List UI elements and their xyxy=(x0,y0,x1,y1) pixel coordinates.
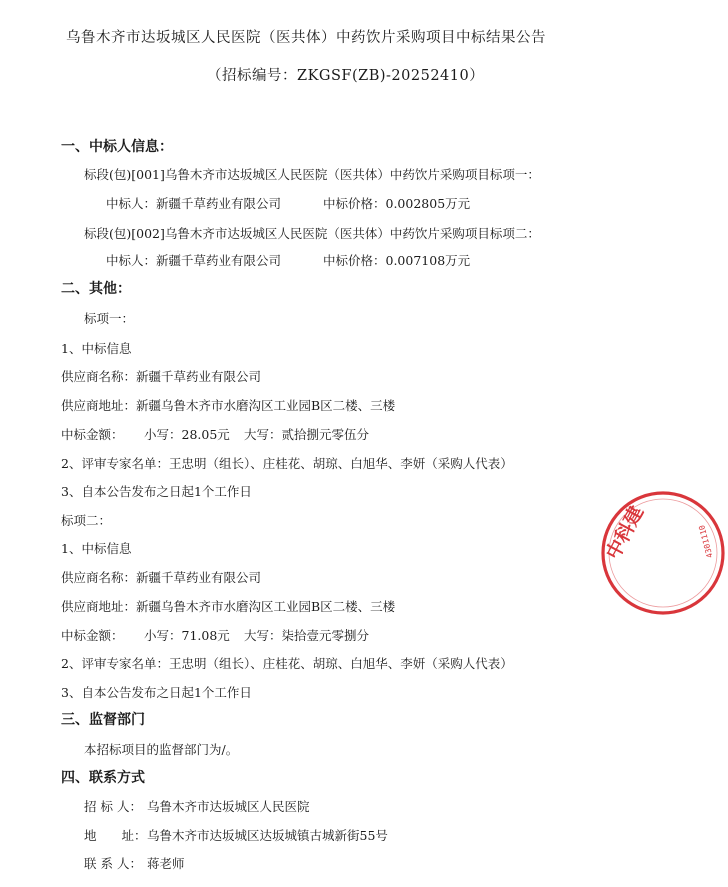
section-4-heading: 四、联系方式 xyxy=(61,770,145,786)
item-1-amount-big: 大写：贰拾捌元零伍分 xyxy=(244,427,370,442)
company-seal xyxy=(598,488,728,618)
item-1-amount-small: 小写：28.05元 xyxy=(144,427,230,442)
tenderer-label: 招 标 人： xyxy=(84,799,142,814)
section-3-heading: 三、监督部门 xyxy=(61,712,145,728)
lot-1-title: 标段(包)[001]乌鲁木齐市达坂城区人民医院（医共体）中药饮片采购项目标项一： xyxy=(84,167,540,182)
contact-label: 联 系 人： xyxy=(84,856,142,871)
item-2-experts: 2、评审专家名单：王忠明（组长）、庄桂花、胡琼、白旭华、李妍（采购人代表） xyxy=(61,656,513,671)
item-1-period: 3、自本公告发布之日起1个工作日 xyxy=(61,484,252,499)
seal-text: 中科建 xyxy=(601,502,649,564)
item-1-amount-label: 中标金额： xyxy=(61,427,124,442)
item-2-label: 标项二： xyxy=(61,513,112,528)
tenderer-value: 乌鲁木齐市达坂城区人民医院 xyxy=(147,799,310,814)
item-2-amount-big: 大写：柒拾壹元零捌分 xyxy=(244,628,370,643)
item-2-amount-small: 小写：71.08元 xyxy=(144,628,230,643)
item-2-period: 3、自本公告发布之日起1个工作日 xyxy=(61,685,252,700)
lot-2-price: 中标价格：0.007108万元 xyxy=(323,253,471,268)
section-2-heading: 二、其他： xyxy=(61,281,131,297)
item-2-amount-label: 中标金额： xyxy=(61,628,124,643)
item-1-info: 1、中标信息 xyxy=(61,341,132,356)
tender-number: （招标编号：ZKGSF(ZB)-20252410） xyxy=(207,68,485,84)
supervision-text: 本招标项目的监督部门为/。 xyxy=(84,742,239,757)
lot-2-title: 标段(包)[002]乌鲁木齐市达坂城区人民医院（医共体）中药饮片采购项目标项二： xyxy=(84,226,540,241)
item-1-address: 供应商地址：新疆乌鲁木齐市水磨沟区工业园B区二楼、三楼 xyxy=(61,398,396,413)
item-1-supplier: 供应商名称：新疆千草药业有限公司 xyxy=(61,369,262,384)
seal-icon xyxy=(598,488,728,618)
item-1-experts: 2、评审专家名单：王忠明（组长）、庄桂花、胡琼、白旭华、李妍（采购人代表） xyxy=(61,456,513,471)
notice-title: 乌鲁木齐市达坂城区人民医院（医共体）中药饮片采购项目中标结果公告 xyxy=(66,30,546,46)
seal-number: 4301110 xyxy=(697,524,715,559)
lot-2-winner: 中标人：新疆千草药业有限公司 xyxy=(106,253,282,268)
section-1-heading: 一、中标人信息： xyxy=(61,139,173,155)
lot-1-price: 中标价格：0.002805万元 xyxy=(323,196,471,211)
item-2-info: 1、中标信息 xyxy=(61,541,132,556)
address-value: 乌鲁木齐市达坂城区达坂城镇古城新街55号 xyxy=(147,828,388,843)
item-1-label: 标项一： xyxy=(84,311,135,326)
item-2-address: 供应商地址：新疆乌鲁木齐市水磨沟区工业园B区二楼、三楼 xyxy=(61,599,396,614)
item-2-supplier: 供应商名称：新疆千草药业有限公司 xyxy=(61,570,262,585)
contact-value: 蒋老师 xyxy=(147,856,185,871)
lot-1-winner: 中标人：新疆千草药业有限公司 xyxy=(106,196,282,211)
address-label: 地 址： xyxy=(84,828,147,843)
